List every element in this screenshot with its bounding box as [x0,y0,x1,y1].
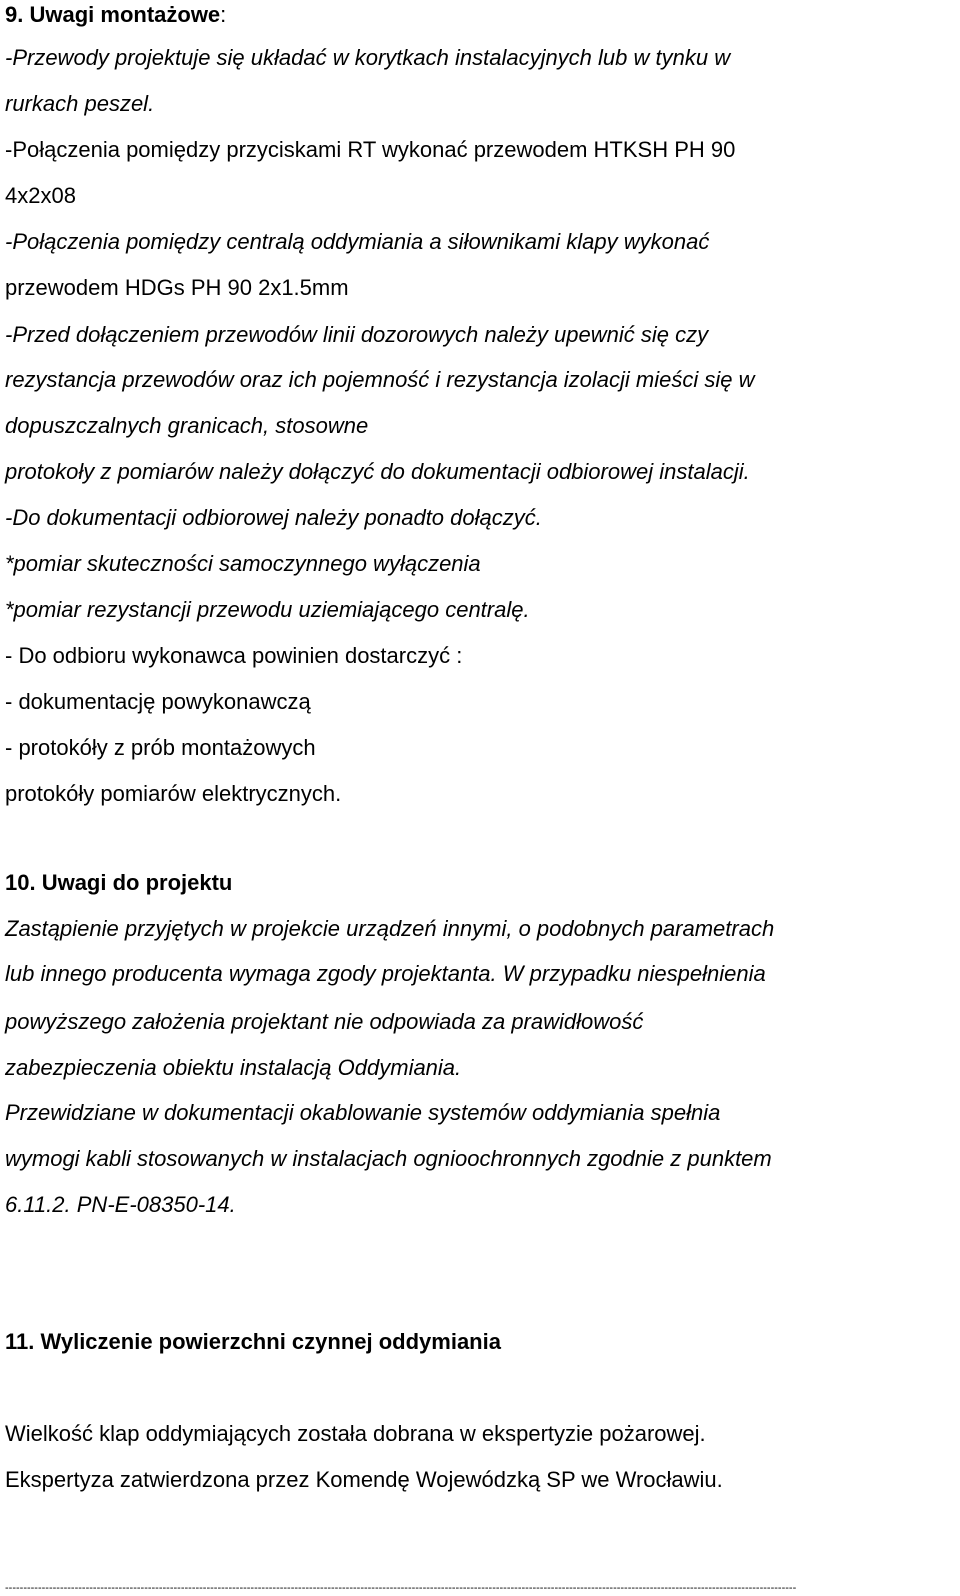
section-9-line: dopuszczalnych granicach, stosowne [5,413,369,438]
section-10-line: zabezpieczenia obiektu instalacją Oddymiania. [5,1055,462,1080]
section-9-title-suffix: : [220,2,227,27]
section-11-line: Wielkość klap oddymiających została dobrana w ekspertyzie pożarowej. [5,1421,706,1446]
section-9-line: protokóły pomiarów elektrycznych. [5,781,342,806]
section-9-heading [5,2,226,28]
section-10-line: wymogi kabli stosowanych w instalacjach ognioochronnych zgodnie z punktem [5,1146,772,1171]
section-9-line: protokoły z pomiarów należy dołączyć do dokumentacji odbiorowej instalacji. [5,459,750,484]
section-9-line: - protokóły z prób montażowych [5,735,316,760]
section-9-line: -Przed dołączeniem przewodów linii dozorowych należy upewnić się czy [5,322,709,347]
section-10-line: 6.11.2. PN-E-08350-14. [5,1192,236,1217]
section-9-line: *pomiar skuteczności samoczynnego wyłączenia [5,551,481,576]
section-9-line: -Połączenia pomiędzy przyciskami RT wykonać przewodem HTKSH PH 90 [5,137,736,162]
section-10-line: powyższego założenia projektant nie odpowiada za prawidłowość [5,1009,644,1034]
section-9-line: rurkach peszel. [5,91,155,116]
section-9-line: -Przewody projektuje się układać w korytkach instalacyjnych lub w tynku w [5,45,731,70]
section-9-line: przewodem HDGs PH 90 2x1.5mm [5,275,349,300]
footer-dashed-rule: ------------------------------------------------------------------------------------------------------------------------------------------------------------------------------------------------------------------------ [5,1582,797,1594]
section-11-line: Ekspertyza zatwierdzona przez Komendę Wojewódzką SP we Wrocławiu. [5,1467,723,1492]
section-9-line: rezystancja przewodów oraz ich pojemność i rezystancja izolacji mieści się w [5,367,755,392]
section-9-title: Uwagi montażowe [29,2,221,27]
section-9-line: - dokumentację powykonawczą [5,689,311,714]
section-10-line: lub innego producenta wymaga zgody projektanta. W przypadku niespełnienia [5,961,766,986]
section-10-line: Przewidziane w dokumentacji okablowanie systemów oddymiania spełnia [5,1100,721,1125]
section-10-line: Zastąpienie przyjętych w projekcie urządzeń innymi, o podobnych parametrach [5,916,775,941]
section-9-number: 9. [5,2,24,27]
section-9-line: -Połączenia pomiędzy centralą oddymiania a siłownikami klapy wykonać [5,229,710,254]
section-9-line: - Do odbioru wykonawca powinien dostarczyć : [5,643,463,668]
section-10-heading: 10. Uwagi do projektu [5,870,233,895]
section-9-line: 4x2x08 [5,183,76,208]
section-11-heading: 11. Wyliczenie powierzchni czynnej oddymiania [5,1329,501,1354]
section-9-line: -Do dokumentacji odbiorowej należy ponadto dołączyć. [5,505,542,530]
section-9-line: *pomiar rezystancji przewodu uziemiającego centralę. [5,597,530,622]
